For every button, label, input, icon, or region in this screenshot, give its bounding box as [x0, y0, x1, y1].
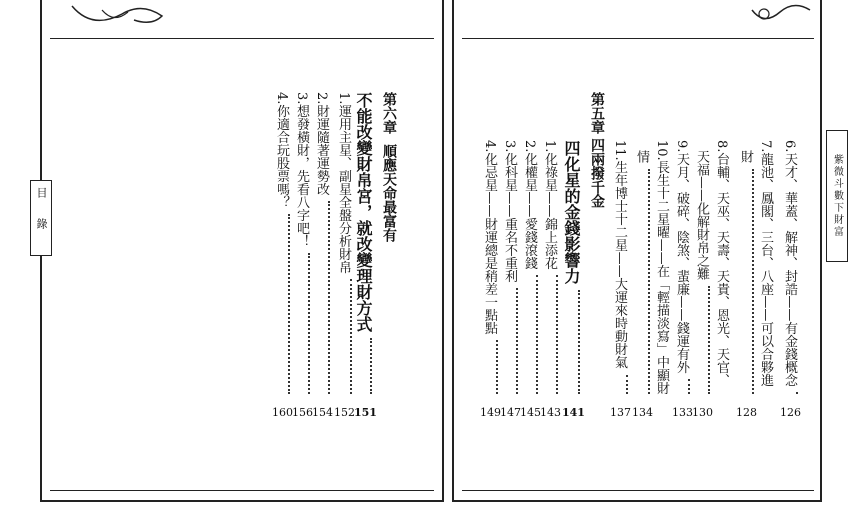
page-number: 133 [672, 406, 693, 419]
top-rule [50, 38, 434, 39]
ornament-illustration [744, 0, 824, 26]
chapter-number: 第五章 [589, 92, 605, 134]
book-title-tab: 紫微斗數下財富 [826, 130, 848, 262]
toc-entry[interactable]: 3.化科星——重名不重利 147 [500, 140, 518, 422]
toc-entry[interactable]: 1.化祿星——錦上添花 143 [540, 140, 558, 422]
bottom-rule [462, 490, 814, 491]
bottom-rule [50, 490, 434, 491]
toc-entry[interactable]: 10.長生十二星曜——在「輕描淡寫」中顯財 [654, 140, 669, 395]
toc-entry[interactable]: 1.運用主星、副星全盤分析財帛 152 [334, 92, 352, 422]
toc-entry[interactable]: 2.化權星——愛錢滾錢 145 [520, 140, 538, 422]
toc-entry[interactable]: 2.財運隨著運勢改 154 [312, 92, 330, 422]
toc-entry[interactable]: 9.天月、破碎、陰煞、蜚廉——錢運有外 133 [672, 140, 690, 422]
toc-entry-wrap[interactable]: 天福——化解財帛之難 130 [692, 150, 710, 422]
page-number: 130 [692, 406, 713, 419]
page-number: 137 [610, 406, 631, 419]
toc-entry[interactable]: 3.想發橫財，先看八字吧！ 156 [292, 92, 310, 422]
page-number: 141 [562, 406, 585, 419]
toc-entry[interactable]: 8.台輔、天巫、天壽、天貴、恩光、天官、 [714, 140, 729, 387]
ornament-illustration [62, 0, 182, 32]
page-number: 134 [632, 406, 653, 419]
page-number: 154 [312, 406, 333, 419]
page-number: 152 [334, 406, 355, 419]
toc-entry[interactable]: 6.天才、華蓋、解神、封誥——有金錢概念 126 [780, 140, 798, 422]
page-number: 156 [292, 406, 313, 419]
chapter-number: 第六章 [381, 92, 397, 134]
page-number: 151 [354, 406, 377, 419]
toc-entry-wrap[interactable]: 情 134 [632, 150, 650, 422]
chapter-6-subtitle: 不能改變財帛宮，就改變理財方式 151 [354, 92, 372, 422]
page-number: 145 [520, 406, 541, 419]
toc-entry[interactable]: 4.化忌星——財運總是稍差一點點 149 [480, 140, 498, 422]
top-rule [462, 38, 814, 39]
toc-entry[interactable]: 4.你適合玩股票嗎？ 160 [272, 92, 290, 422]
chapter-title: 四兩撥千金 [589, 138, 605, 208]
toc-entry[interactable]: 7.龍池、鳳閣、三台、八座——可以合夥進 [758, 140, 773, 387]
chapter-5-subtitle: 四化星的金錢影響力 141 [562, 140, 580, 422]
chapter-title: 順應天命最富有 [381, 144, 397, 242]
page-number: 149 [480, 406, 501, 419]
toc-entry-wrap[interactable]: 財 128 [736, 150, 754, 422]
chapter-6-heading [380, 92, 398, 422]
page-number: 128 [736, 406, 757, 419]
page-number: 126 [780, 406, 801, 419]
toc-entry[interactable]: 11.生年博士十二星——大運來時動財氣 137 [610, 140, 628, 422]
toc-tab: 目錄 [30, 180, 52, 256]
page-number: 160 [272, 406, 293, 419]
page-number: 143 [540, 406, 561, 419]
chapter-5-title [588, 138, 606, 468]
page-number: 147 [500, 406, 521, 419]
